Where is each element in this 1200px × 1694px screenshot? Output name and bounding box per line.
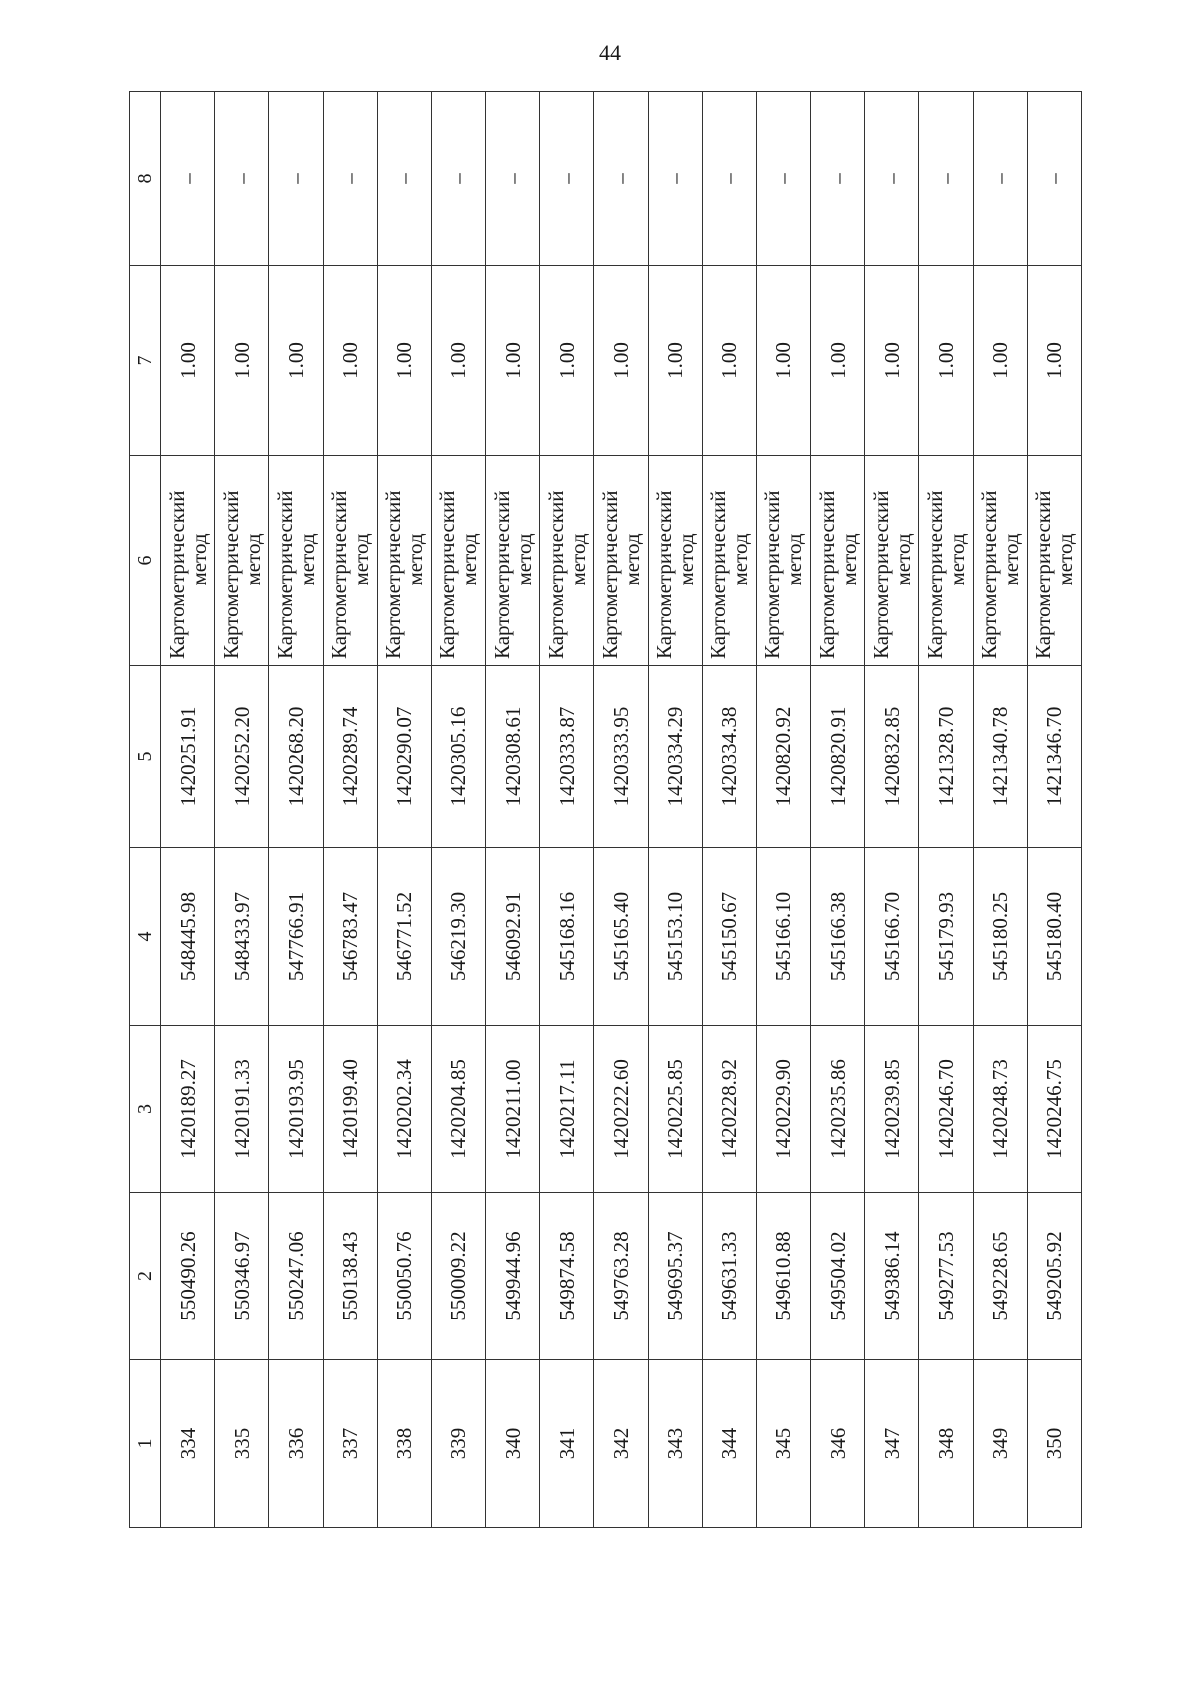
coordinate-y-cell: 1420202.34 <box>377 1026 431 1193</box>
method-line-1: Картометрический <box>435 490 460 659</box>
coordinate-x-cell: 549631.33 <box>702 1193 756 1360</box>
coordinate-y2-cell: 1420305.16 <box>431 666 485 848</box>
accuracy-cell: 1.00 <box>377 266 431 456</box>
coordinate-x-cell: 549277.53 <box>919 1193 973 1360</box>
coordinate-y2-cell: 1421328.70 <box>919 666 973 848</box>
coordinates-table <box>129 91 1082 1528</box>
coordinate-x-cell: 550490.26 <box>161 1193 215 1360</box>
accuracy-cell: 1.00 <box>1027 266 1081 456</box>
point-number-cell: 336 <box>269 1360 323 1528</box>
method-line-1: Картометрический <box>164 490 189 659</box>
method-line-2: метод <box>836 533 861 586</box>
method-line-2: метод <box>944 533 969 586</box>
method-cell <box>594 456 648 666</box>
table-row <box>486 92 540 1528</box>
method-line-1: Картометрический <box>922 490 947 659</box>
coordinate-y-cell: 1420211.00 <box>486 1026 540 1193</box>
table-row <box>756 92 810 1528</box>
coordinate-y-cell: 1420204.85 <box>431 1026 485 1193</box>
coordinate-x-cell: 550138.43 <box>323 1193 377 1360</box>
coordinate-y2-cell: 1420820.92 <box>756 666 810 848</box>
coordinate-y-cell: 1420199.40 <box>323 1026 377 1193</box>
point-number-cell: 334 <box>161 1360 215 1528</box>
coordinate-y2-cell: 1420333.87 <box>540 666 594 848</box>
method-line-2: метод <box>240 533 265 586</box>
table-row <box>161 92 215 1528</box>
coordinate-y2-cell: 1420289.74 <box>323 666 377 848</box>
coordinate-x2-cell: 546092.91 <box>486 848 540 1026</box>
method-line-1: Картометрический <box>381 490 406 659</box>
page-number: 44 <box>599 40 621 65</box>
coordinate-x2-cell: 546783.47 <box>323 848 377 1026</box>
coordinate-x2-cell: 546771.52 <box>377 848 431 1026</box>
coordinate-x2-cell: 545166.38 <box>811 848 865 1026</box>
method-cell <box>431 456 485 666</box>
method-line-2: метод <box>403 533 428 586</box>
method-cell <box>702 456 756 666</box>
description-cell: – <box>269 92 323 266</box>
column-header-4: 4 <box>130 848 161 1026</box>
table-row <box>973 92 1027 1528</box>
coordinate-x2-cell: 548445.98 <box>161 848 215 1026</box>
method-cell <box>811 456 865 666</box>
accuracy-cell: 1.00 <box>161 266 215 456</box>
column-header-1: 1 <box>130 1360 161 1528</box>
coordinate-y-cell: 1420189.27 <box>161 1026 215 1193</box>
table-row <box>865 92 919 1528</box>
method-line-2: метод <box>565 533 590 586</box>
method-line-2: метод <box>294 533 319 586</box>
method-line-1: Картометрический <box>760 490 785 659</box>
description-cell: – <box>215 92 269 266</box>
table-row <box>323 92 377 1528</box>
point-number-cell: 344 <box>702 1360 756 1528</box>
coordinate-y-cell: 1420225.85 <box>648 1026 702 1193</box>
coordinate-x2-cell: 545180.40 <box>1027 848 1081 1026</box>
coordinate-x2-cell: 545166.70 <box>865 848 919 1026</box>
coordinate-x-cell: 549610.88 <box>756 1193 810 1360</box>
table-row <box>1027 92 1081 1528</box>
coordinate-y2-cell: 1420290.07 <box>377 666 431 848</box>
coordinate-y-cell: 1420229.90 <box>756 1026 810 1193</box>
method-line-1: Картометрический <box>597 490 622 659</box>
point-number-cell: 342 <box>594 1360 648 1528</box>
point-number-cell: 335 <box>215 1360 269 1528</box>
method-line-2: метод <box>1053 533 1078 586</box>
coordinate-y2-cell: 1420333.95 <box>594 666 648 848</box>
description-cell: – <box>919 92 973 266</box>
coordinate-y2-cell: 1420308.61 <box>486 666 540 848</box>
table-row <box>594 92 648 1528</box>
method-cell <box>161 456 215 666</box>
table-row <box>702 92 756 1528</box>
coordinate-x2-cell: 545150.67 <box>702 848 756 1026</box>
coordinate-y2-cell: 1421346.70 <box>1027 666 1081 848</box>
coordinate-x2-cell: 545166.10 <box>756 848 810 1026</box>
accuracy-cell: 1.00 <box>269 266 323 456</box>
coordinate-y-cell: 1420191.33 <box>215 1026 269 1193</box>
description-cell: – <box>594 92 648 266</box>
column-header-6: 6 <box>130 456 161 666</box>
method-line-2: метод <box>782 533 807 586</box>
method-line-1: Картометрический <box>868 490 893 659</box>
accuracy-cell: 1.00 <box>702 266 756 456</box>
coordinate-y2-cell: 1420268.20 <box>269 666 323 848</box>
accuracy-cell: 1.00 <box>865 266 919 456</box>
accuracy-cell: 1.00 <box>215 266 269 456</box>
method-cell <box>865 456 919 666</box>
coordinate-x-cell: 549228.65 <box>973 1193 1027 1360</box>
coordinate-x-cell: 550247.06 <box>269 1193 323 1360</box>
point-number-cell: 350 <box>1027 1360 1081 1528</box>
method-cell <box>756 456 810 666</box>
method-line-2: метод <box>890 533 915 586</box>
table-body <box>161 92 1082 1528</box>
description-cell: – <box>486 92 540 266</box>
description-cell: – <box>648 92 702 266</box>
accuracy-cell: 1.00 <box>431 266 485 456</box>
coordinate-x-cell: 549695.37 <box>648 1193 702 1360</box>
coordinate-x2-cell: 545153.10 <box>648 848 702 1026</box>
method-cell <box>486 456 540 666</box>
header-row <box>130 92 161 1528</box>
method-cell <box>323 456 377 666</box>
coordinate-x-cell: 549504.02 <box>811 1193 865 1360</box>
point-number-cell: 337 <box>323 1360 377 1528</box>
point-number-cell: 338 <box>377 1360 431 1528</box>
column-header-2: 2 <box>130 1193 161 1360</box>
accuracy-cell: 1.00 <box>323 266 377 456</box>
coordinate-y-cell: 1420228.92 <box>702 1026 756 1193</box>
description-cell: – <box>865 92 919 266</box>
column-header-7: 7 <box>130 266 161 456</box>
coordinate-x2-cell: 545165.40 <box>594 848 648 1026</box>
coordinate-x2-cell: 545180.25 <box>973 848 1027 1026</box>
coordinate-y2-cell: 1420334.38 <box>702 666 756 848</box>
accuracy-cell: 1.00 <box>594 266 648 456</box>
method-cell <box>215 456 269 666</box>
method-line-1: Картометрический <box>814 490 839 659</box>
coordinate-y-cell: 1420246.75 <box>1027 1026 1081 1193</box>
coordinate-y2-cell: 1420820.91 <box>811 666 865 848</box>
coordinates-table-rotated <box>129 92 1082 1528</box>
method-line-1: Картометрический <box>489 490 514 659</box>
coordinate-x-cell: 549874.58 <box>540 1193 594 1360</box>
description-cell: – <box>377 92 431 266</box>
coordinate-y-cell: 1420246.70 <box>919 1026 973 1193</box>
method-line-1: Картометрический <box>706 490 731 659</box>
point-number-cell: 347 <box>865 1360 919 1528</box>
point-number-cell: 339 <box>431 1360 485 1528</box>
coordinate-x-cell: 549205.92 <box>1027 1193 1081 1360</box>
method-line-2: метод <box>674 533 699 586</box>
description-cell: – <box>161 92 215 266</box>
accuracy-cell: 1.00 <box>486 266 540 456</box>
method-line-2: метод <box>511 533 536 586</box>
point-number-cell: 348 <box>919 1360 973 1528</box>
coordinate-x2-cell: 547766.91 <box>269 848 323 1026</box>
description-cell: – <box>540 92 594 266</box>
point-number-cell: 341 <box>540 1360 594 1528</box>
method-line-2: метод <box>999 533 1024 586</box>
method-line-1: Картометрический <box>652 490 677 659</box>
coordinate-y-cell: 1420193.95 <box>269 1026 323 1193</box>
point-number-cell: 349 <box>973 1360 1027 1528</box>
method-cell <box>1027 456 1081 666</box>
coordinate-y-cell: 1420239.85 <box>865 1026 919 1193</box>
coordinate-y-cell: 1420248.73 <box>973 1026 1027 1193</box>
coordinate-x-cell: 549763.28 <box>594 1193 648 1360</box>
description-cell: – <box>323 92 377 266</box>
column-header-5: 5 <box>130 666 161 848</box>
accuracy-cell: 1.00 <box>919 266 973 456</box>
method-cell <box>269 456 323 666</box>
coordinate-x2-cell: 545168.16 <box>540 848 594 1026</box>
accuracy-cell: 1.00 <box>811 266 865 456</box>
coordinate-y-cell: 1420222.60 <box>594 1026 648 1193</box>
method-line-1: Картометрический <box>543 490 568 659</box>
method-cell <box>540 456 594 666</box>
coordinate-y-cell: 1420217.11 <box>540 1026 594 1193</box>
coordinate-y2-cell: 1420252.20 <box>215 666 269 848</box>
coordinate-x2-cell: 546219.30 <box>431 848 485 1026</box>
point-number-cell: 343 <box>648 1360 702 1528</box>
column-header-3: 3 <box>130 1026 161 1193</box>
method-line-2: метод <box>349 533 374 586</box>
method-line-2: метод <box>619 533 644 586</box>
point-number-cell: 346 <box>811 1360 865 1528</box>
coordinate-y-cell: 1420235.86 <box>811 1026 865 1193</box>
coordinate-x-cell: 550346.97 <box>215 1193 269 1360</box>
coordinate-x2-cell: 545179.93 <box>919 848 973 1026</box>
coordinate-x2-cell: 548433.97 <box>215 848 269 1026</box>
method-line-2: метод <box>186 533 211 586</box>
description-cell: – <box>756 92 810 266</box>
accuracy-cell: 1.00 <box>756 266 810 456</box>
method-line-2: метод <box>728 533 753 586</box>
table-row <box>215 92 269 1528</box>
description-cell: – <box>973 92 1027 266</box>
method-line-1: Картометрический <box>977 490 1002 659</box>
method-cell <box>377 456 431 666</box>
method-line-1: Картометрический <box>218 490 243 659</box>
method-cell <box>648 456 702 666</box>
method-line-1: Картометрический <box>272 490 297 659</box>
description-cell: – <box>431 92 485 266</box>
method-line-1: Картометрический <box>1031 490 1056 659</box>
accuracy-cell: 1.00 <box>973 266 1027 456</box>
description-cell: – <box>811 92 865 266</box>
accuracy-cell: 1.00 <box>540 266 594 456</box>
table-row <box>431 92 485 1528</box>
coordinate-y2-cell: 1420334.29 <box>648 666 702 848</box>
accuracy-cell: 1.00 <box>648 266 702 456</box>
coordinate-x-cell: 549386.14 <box>865 1193 919 1360</box>
coordinate-y2-cell: 1421340.78 <box>973 666 1027 848</box>
table-row <box>269 92 323 1528</box>
point-number-cell: 345 <box>756 1360 810 1528</box>
description-cell: – <box>1027 92 1081 266</box>
column-header-8: 8 <box>130 92 161 266</box>
table-row <box>648 92 702 1528</box>
method-line-1: Картометрический <box>327 490 352 659</box>
table-header <box>130 92 161 1528</box>
table-row <box>811 92 865 1528</box>
point-number-cell: 340 <box>486 1360 540 1528</box>
coordinate-x-cell: 550009.22 <box>431 1193 485 1360</box>
method-line-2: метод <box>457 533 482 586</box>
coordinate-y2-cell: 1420832.85 <box>865 666 919 848</box>
table-row <box>540 92 594 1528</box>
table-row <box>377 92 431 1528</box>
coordinate-x-cell: 549944.96 <box>486 1193 540 1360</box>
coordinate-x-cell: 550050.76 <box>377 1193 431 1360</box>
description-cell: – <box>702 92 756 266</box>
coordinate-y2-cell: 1420251.91 <box>161 666 215 848</box>
method-cell <box>973 456 1027 666</box>
table-row <box>919 92 973 1528</box>
method-cell <box>919 456 973 666</box>
